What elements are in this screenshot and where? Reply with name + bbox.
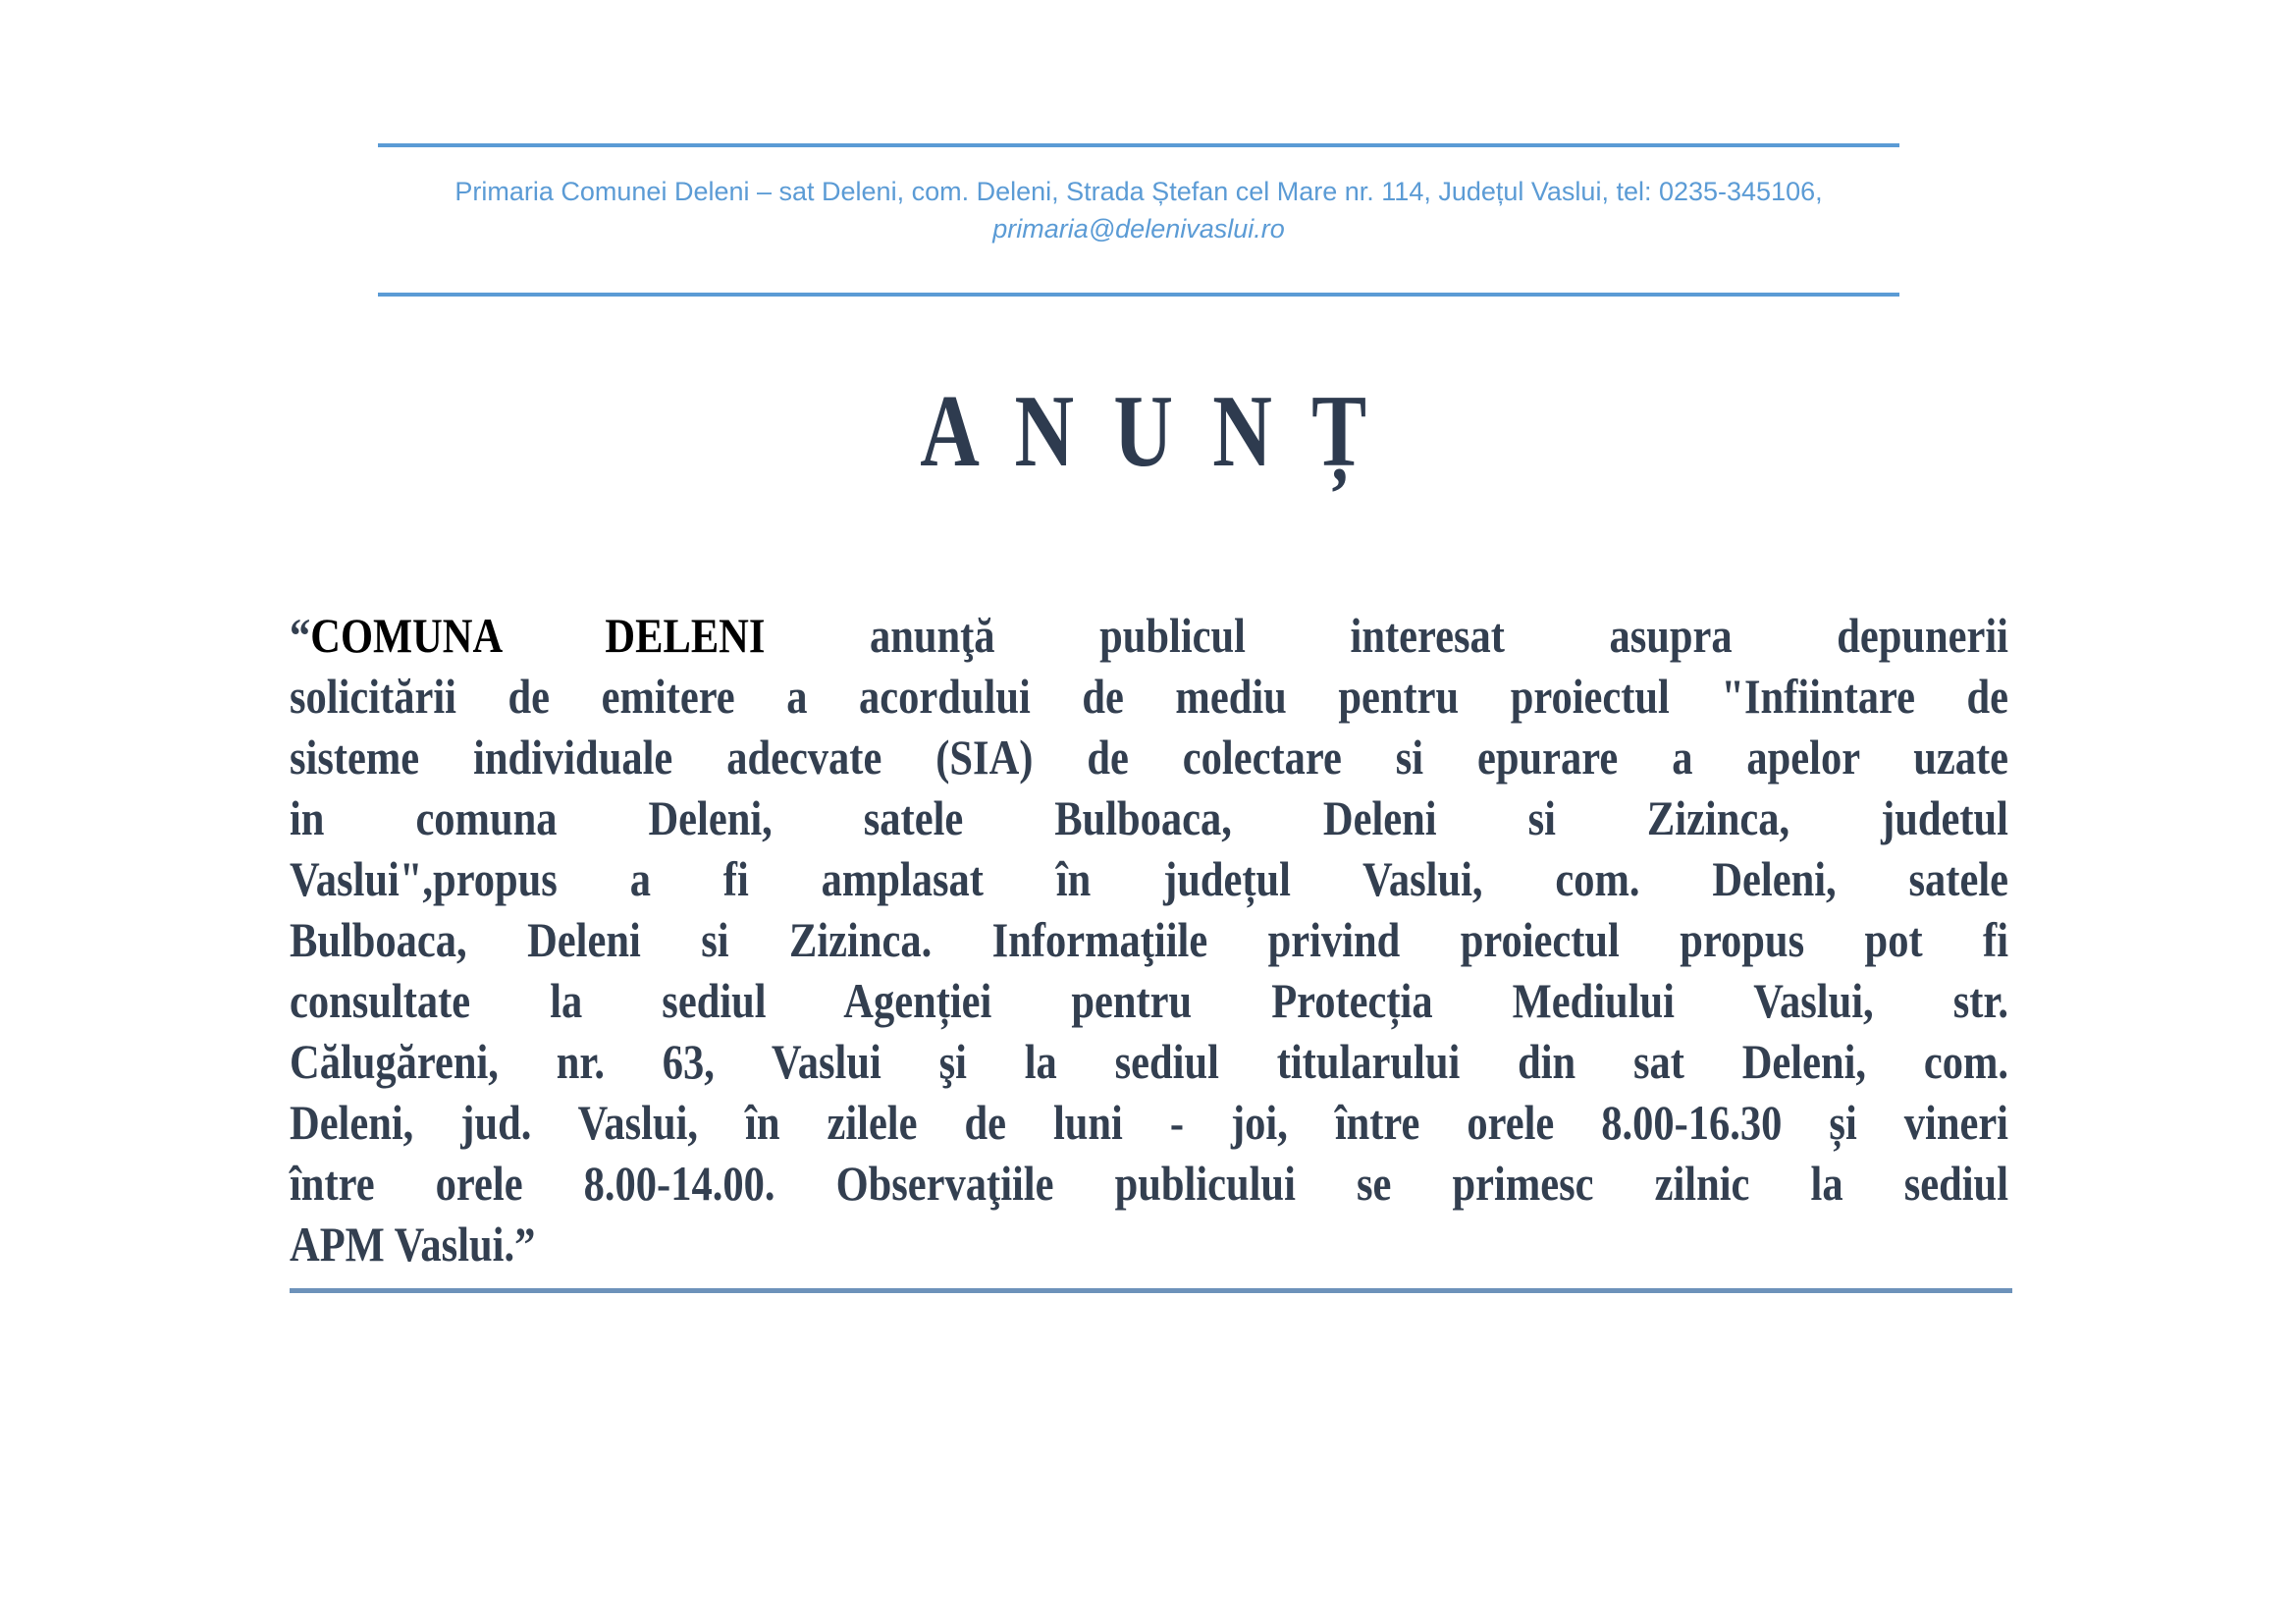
body-line [290, 1092, 2008, 1153]
body-segment-emphasis: COMUNA DELENI [310, 608, 766, 663]
body-line [290, 787, 2008, 848]
footer-rule [290, 1288, 2012, 1293]
body-line [290, 909, 2008, 970]
body-line [290, 605, 2008, 666]
body-segment: solicitării de emitere a acordului de mediu pentru proiectul "Infiintare de [290, 669, 2008, 724]
body-line [290, 1153, 2008, 1214]
letterhead-bottom-rule [378, 293, 1899, 297]
body-segment: Deleni, jud. Vaslui, în zilele de luni - joi, între orele 8.00-16.30 și vineri [290, 1095, 2008, 1150]
body-line [290, 666, 2008, 727]
body-segment: Călugăreni, nr. 63, Vaslui şi la sediul titularului din sat Deleni, com. [290, 1034, 2008, 1089]
page-title: A N U N Ț [920, 373, 1376, 488]
letterhead-address: Primaria Comunei Deleni – sat Deleni, com. Deleni, Strada Ștefan cel Mare nr. 114, Județul Vaslui, tel: 0235-345106, [454, 177, 1823, 206]
body-line [290, 1214, 2008, 1274]
body-segment: sisteme individuale adecvate (SIA) de colectare si epurare a apelor uzate [290, 730, 2008, 785]
letterhead-email: primaria@delenivaslui.ro [992, 214, 1285, 244]
body-segment: între orele 8.00-14.00. Observaţiile publicului se primesc zilnic la sediul [290, 1156, 2008, 1211]
body-segment: anunţă publicul interesat asupra depunerii [765, 608, 2008, 663]
body-line [290, 1031, 2008, 1092]
body-line [290, 970, 2008, 1031]
body-line [290, 848, 2008, 909]
body-segment: consultate la sediul Agenției pentru Protecția Mediului Vaslui, str. [290, 973, 2008, 1028]
body-line [290, 727, 2008, 787]
body-segment: APM Vaslui.” [290, 1217, 536, 1272]
body-segment: Bulboaca, Deleni si Zizinca. Informaţiile privind proiectul propus pot fi [290, 912, 2008, 967]
body-segment: in comuna Deleni, satele Bulboaca, Deleni si Zizinca, judetul [290, 790, 2008, 845]
body-segment: Vaslui",propus a fi amplasat în județul Vaslui, com. Deleni, satele [290, 851, 2008, 906]
letterhead-top-rule [378, 143, 1899, 147]
body-segment: “ [290, 608, 311, 663]
announcement-body [290, 605, 2008, 1274]
